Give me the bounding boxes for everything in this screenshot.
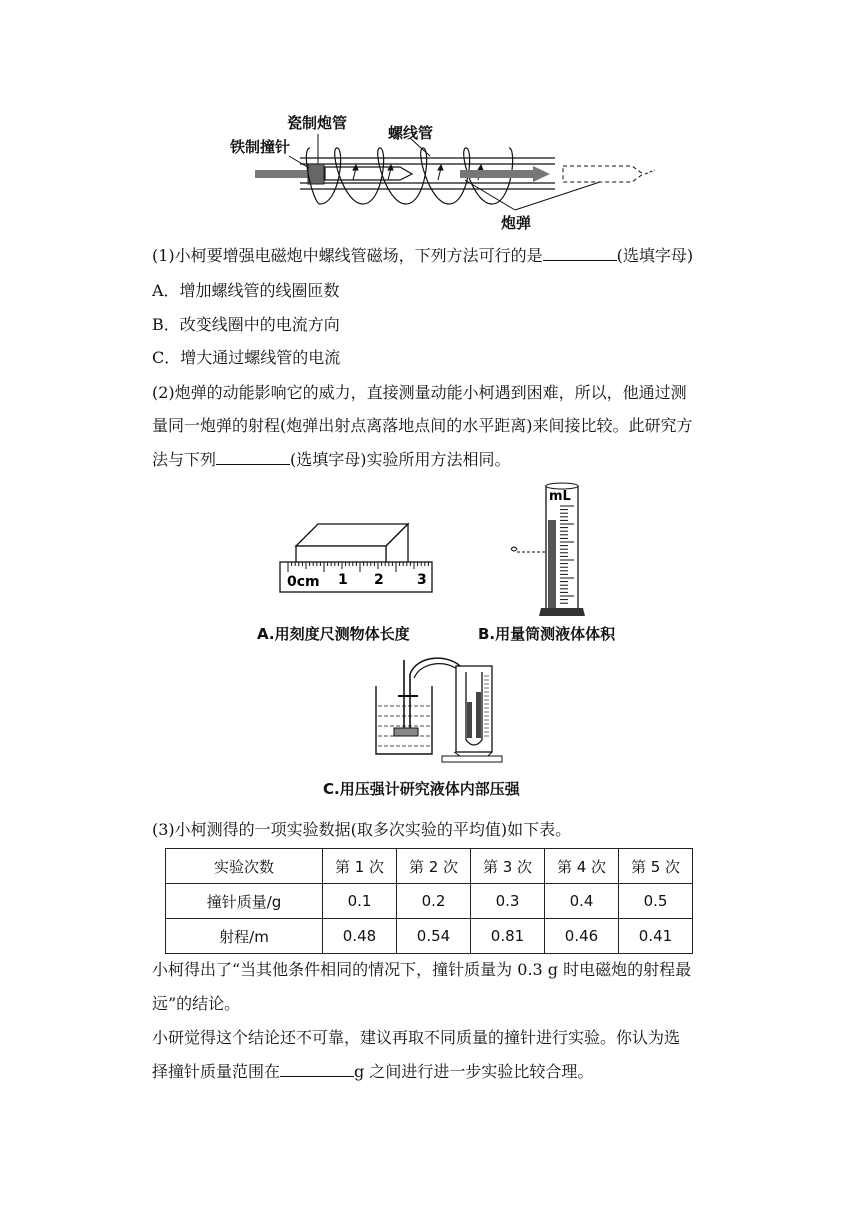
q1-option-b: B．改变线圈中的电流方向 xyxy=(152,315,340,334)
table-cell: 0.41 xyxy=(619,919,693,954)
projectile-outside xyxy=(563,166,643,182)
table-cell: 撞针质量/g xyxy=(166,884,323,919)
table-cell: 0.2 xyxy=(397,884,471,919)
manometer-diagram xyxy=(370,656,510,766)
table-header-row xyxy=(166,849,693,884)
figure-b-cylinder xyxy=(505,480,585,620)
q1-option-c: C．增大通过螺线管的电流 xyxy=(152,348,341,367)
q3-suggest-line1: 小研觉得这个结论还不可靠，建议再取不同质量的撞针进行实验。你认为选 xyxy=(152,1028,681,1047)
label-zhenzhen: 铁制撞针 xyxy=(230,138,291,156)
label-ciguan: 瓷制炮管 xyxy=(287,114,348,132)
iron-pin-rod xyxy=(255,170,310,178)
table-header-cell: 第 2 次 xyxy=(397,849,471,884)
q1-stem-after: (选填字母) xyxy=(616,246,694,265)
table-cell: 射程/m xyxy=(166,919,323,954)
q1-stem-before: (1)小柯要增强电磁炮中螺线管磁场，下列方法可行的是 xyxy=(152,246,543,265)
table-cell: 0.1 xyxy=(323,884,397,919)
q3-answer-blank[interactable] xyxy=(280,1060,354,1077)
label-paodan: 炮弹 xyxy=(501,214,532,232)
q3-conclusion-line2: 远”的结论。 xyxy=(152,994,241,1013)
ruler-label-2: 2 xyxy=(374,572,384,588)
ruler-label-1: 1 xyxy=(338,572,348,588)
q1-stem xyxy=(152,244,693,268)
exit-arrow-shaft xyxy=(460,170,535,178)
data-table xyxy=(165,848,693,954)
q2-line2: 量同一炮弹的射程(炮弹出射点离落地点间的水平距离)来间接比较。此研究方 xyxy=(152,416,693,435)
q3-suggest-after: g 之间进行进一步实验比较合理。 xyxy=(354,1062,594,1081)
ruler-block-diagram xyxy=(278,518,438,610)
q2-answer-blank[interactable] xyxy=(216,448,290,465)
q3-conclusion-line1: 小柯得出了“当其他条件相同的情况下，撞针质量为 0.3 g 时电磁炮的射程最 xyxy=(152,960,692,979)
liquid-column xyxy=(548,520,556,608)
electromagnetic-gun-figure xyxy=(225,108,665,236)
ruler-label-0: 0cm xyxy=(287,574,320,590)
figure-a-caption: A.用刻度尺测物体长度 xyxy=(257,625,410,643)
label-luoxian: 螺线管 xyxy=(388,124,434,142)
table-cell: 0.5 xyxy=(619,884,693,919)
cylinder-base xyxy=(539,608,585,616)
cylinder-diagram xyxy=(505,480,585,620)
q2-line3-after: (选填字母)实验所用方法相同。 xyxy=(290,450,511,469)
table-header-cell: 第 5 次 xyxy=(619,849,693,884)
table-row xyxy=(166,884,693,919)
cylinder-unit: mL xyxy=(549,489,571,504)
table-cell: 0.3 xyxy=(471,884,545,919)
q2-line1: (2)炮弹的动能影响它的威力，直接测量动能小柯遇到困难，所以，他通过测 xyxy=(152,383,687,402)
table-cell: 0.4 xyxy=(545,884,619,919)
q3-intro: (3)小柯测得的一项实验数据(取多次实验的平均值)如下表。 xyxy=(152,820,572,839)
table-header-cell: 第 4 次 xyxy=(545,849,619,884)
q1-option-a: A．增加螺线管的线圈匝数 xyxy=(152,281,340,300)
q2-line3 xyxy=(152,448,511,472)
q2-line3-before: 法与下列 xyxy=(152,450,217,469)
ruler-label-3: 3 xyxy=(417,572,427,588)
exit-arrow-head xyxy=(533,166,550,182)
table-row xyxy=(166,919,693,954)
q3-suggest-line2 xyxy=(152,1060,593,1084)
table-header-cell: 第 1 次 xyxy=(323,849,397,884)
table-header-cell: 第 3 次 xyxy=(471,849,545,884)
q3-suggest-before: 择撞针质量范围在 xyxy=(152,1062,281,1081)
table-cell: 0.54 xyxy=(397,919,471,954)
figure-c-caption: C.用压强计研究液体内部压强 xyxy=(323,780,520,798)
figure-b-caption: B.用量筒测液体体积 xyxy=(478,625,616,643)
table-cell: 0.81 xyxy=(471,919,545,954)
figure-a-ruler xyxy=(278,518,438,610)
table-cell: 0.46 xyxy=(545,919,619,954)
q1-answer-blank[interactable] xyxy=(543,244,617,261)
table-header-cell: 实验次数 xyxy=(166,849,323,884)
table-cell: 0.48 xyxy=(323,919,397,954)
figure-c-manometer xyxy=(370,656,510,766)
iron-pin-head xyxy=(308,164,324,184)
